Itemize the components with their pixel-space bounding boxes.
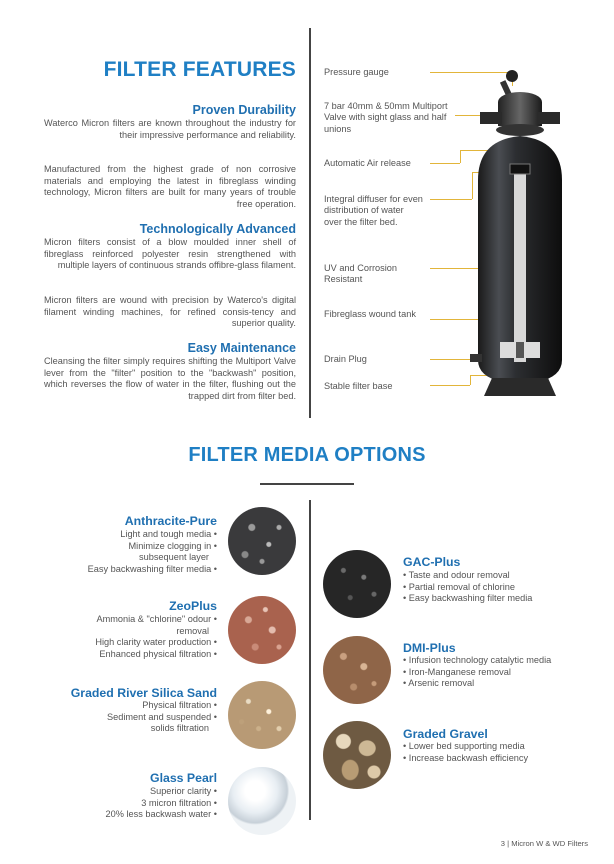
media-bullet: • Lower bed supporting media [403, 741, 525, 751]
features-title: FILTER FEATURES [103, 58, 296, 81]
callout-filter-base: Stable filter base [324, 381, 393, 391]
media-bullets-zeoplus [47, 614, 217, 660]
gac-media-image [323, 550, 391, 618]
media-bullet: Superior clarity • [149, 786, 217, 796]
media-bullets-graded-gravel [403, 741, 593, 764]
media-name-dmi-plus: DMI-Plus [403, 641, 456, 655]
section-paragraph: Manufactured from the highest grade of non corrosive materials and employing the latest in fibreglass winding technology, Micron filters are built for many years of trouble free operation. [44, 164, 296, 209]
media-bullet: Ammonia & "chlorine" odour • [96, 614, 217, 624]
media-bullet: Physical filtration • [142, 700, 217, 710]
media-title: FILTER MEDIA OPTIONS [188, 444, 426, 466]
section-paragraph: Cleansing the filter simply requires shifting the Multiport Valve lever from the "filter" position to the "backwash" position, which reverses the flow of water in the filter, flushing out the trapped dirt from filter bed. [44, 356, 296, 401]
callout-diffuser: Integral diffuser for even distribution of water over the filter bed. [324, 194, 423, 227]
media-bullet: 20% less backwash water • [105, 809, 217, 820]
media-bullets-anthracite [47, 529, 217, 575]
media-bullet: • Iron-Manganese removal [403, 666, 511, 677]
filter-tank-illustration [470, 60, 590, 400]
media-name-anthracite: Anthracite-Pure [124, 514, 217, 528]
media-name-zeoplus: ZeoPlus [169, 599, 217, 613]
callout-pressure-gauge: Pressure gauge [324, 67, 389, 77]
section-paragraph: Waterco Micron filters are known throughout the industry for their impressive performance and reliability. [44, 118, 296, 140]
media-bullet: Sediment and suspended • [107, 711, 217, 722]
media-bullet: 3 micron filtration • [141, 797, 217, 808]
gravel-media-image [323, 721, 391, 789]
media-bullet: • Partial removal of chlorine [403, 581, 515, 592]
callout-fibreglass-tank: Fibreglass wound tank [324, 309, 416, 319]
media-bullet: subsequent layer [139, 552, 209, 563]
filter-tank-image [470, 60, 590, 400]
divider-vertical-bottom [309, 500, 311, 820]
media-bullet: Easy backwashing filter media • [87, 563, 217, 574]
media-bullet: • Infusion technology catalytic media [403, 655, 552, 665]
divider-vertical-top [309, 28, 311, 418]
leader-line [430, 385, 470, 386]
anthracite-media-image [228, 507, 296, 575]
media-bullet: • Arsenic removal [403, 678, 475, 689]
media-bullet: solids filtration [150, 723, 209, 734]
media-bullet: High clarity water production • [95, 637, 217, 648]
media-bullet: • Taste and odour removal [403, 570, 510, 580]
divider-horizontal [260, 483, 354, 485]
media-name-glass-pearl: Glass Pearl [150, 771, 217, 785]
media-bullet: • Easy backwashing filter media [403, 593, 533, 604]
media-name-silica-sand: Graded River Silica Sand [70, 686, 217, 700]
callout-drain-plug: Drain Plug [324, 354, 367, 364]
media-name-graded-gravel: Graded Gravel [403, 727, 488, 741]
media-bullets-gac-plus [403, 570, 593, 605]
media-name-gac-plus: GAC-Plus [403, 555, 461, 569]
leader-line [430, 163, 460, 164]
glass-pearl-media-image [228, 767, 296, 835]
section-paragraph: Micron filters consist of a blow moulded inner shell of fibreglass reinforced polyester resin strengthened with multiple layers of continuous strands offibre-glass filament. [44, 237, 296, 271]
media-bullets-glass-pearl [47, 786, 217, 821]
section-paragraph: Micron filters are wound with precision by Waterco's digital filament winding machines, for refined consis-tency and superior quality. [44, 295, 296, 329]
media-bullet: Minimize clogging in • [128, 540, 217, 551]
section-heading-advanced: Technologically Advanced [139, 222, 296, 236]
page-footer: 3 | Micron W & WD Filters [500, 839, 588, 848]
media-bullet: Light and tough media • [120, 529, 217, 539]
media-bullets-silica-sand [47, 700, 217, 735]
media-bullet: Enhanced physical filtration • [99, 648, 217, 659]
leader-line [460, 150, 461, 163]
callout-uv-resistant: UV and Corrosion Resistant [324, 263, 398, 285]
media-bullet: • Increase backwash efficiency [403, 752, 529, 763]
section-heading-durability: Proven Durability [192, 103, 296, 117]
callout-air-release: Automatic Air release [324, 158, 411, 168]
section-heading-maintenance: Easy Maintenance [187, 341, 296, 355]
callout-multiport-valve: 7 bar 40mm & 50mm Multiport Valve with sight glass and half unions [324, 101, 448, 134]
media-bullet: removal [176, 625, 209, 636]
silica-sand-media-image [228, 681, 296, 749]
dmi-media-image [323, 636, 391, 704]
leader-line [430, 199, 472, 200]
zeolite-media-image [228, 596, 296, 664]
media-bullets-dmi-plus [403, 655, 593, 690]
